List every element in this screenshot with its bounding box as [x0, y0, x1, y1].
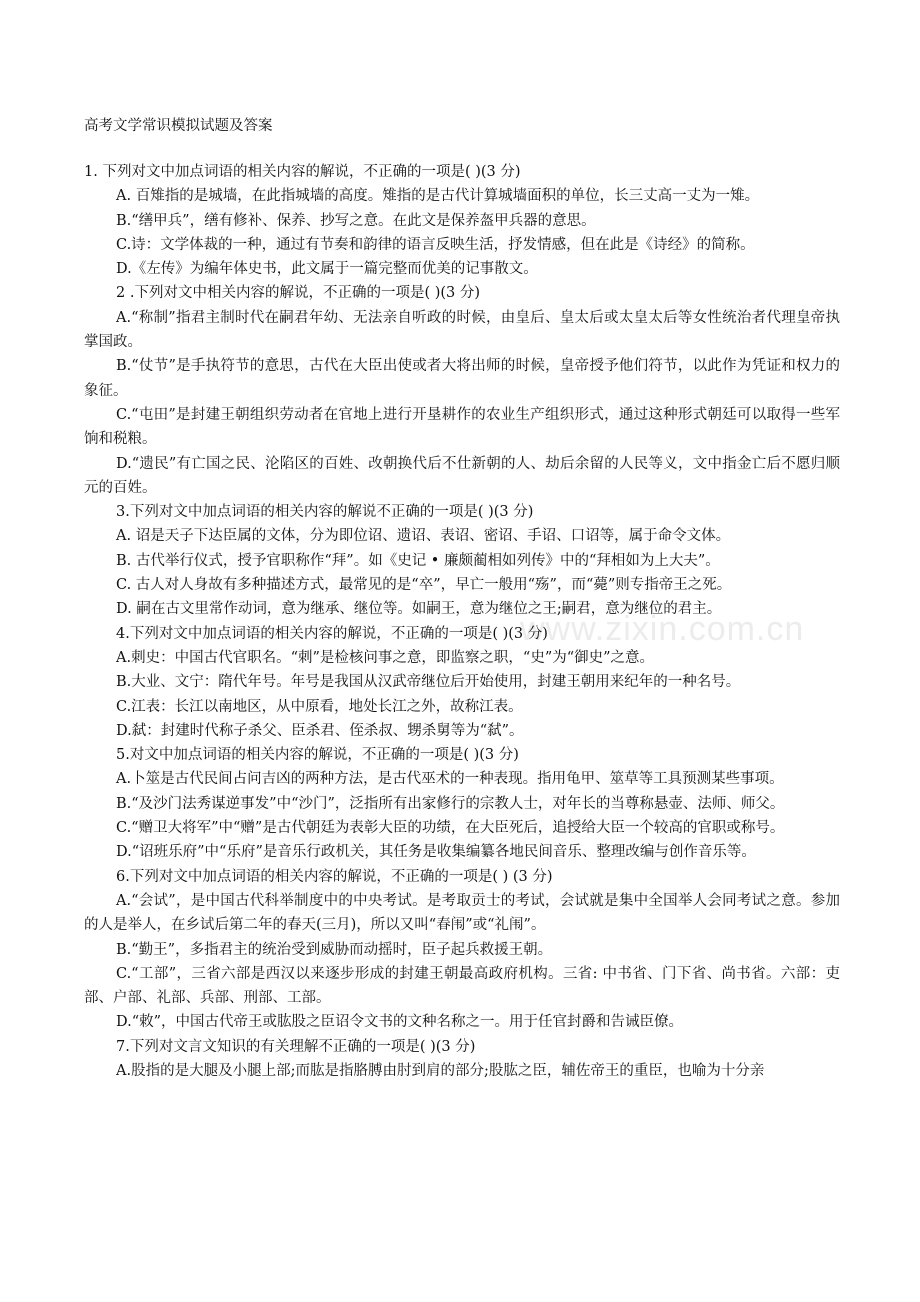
question-6-option-c: C.“工部”，三省六部是西汉以来逐步形成的封建王朝最高政府机构。三省: 中书省、门下省、尚书省。六部：吏部、户部、礼部、兵部、刑部、工部。 — [84, 965, 840, 1007]
question-2-option-d: D.“遗民”有亡国之民、沦陷区的百姓、改朝换代后不仕新朝的人、劫后余留的人民等义，文中指金亡后不愿归顺元的百姓。 — [84, 455, 840, 496]
question-1-stem: 1. 下列对文中加点词语的相关内容的解说，不正确的一项是( )(3 分) — [84, 164, 521, 180]
question-4-stem: 4.下列对文中加点词语的相关内容的解说，不正确的一项是( )(3 分) — [116, 625, 548, 642]
question-2-option-b: B.“仗节”是手执符节的意思，古代在大臣出使或者大将出师的时候，皇帝授予他们符节，以此作为凭证和权力的象征。 — [84, 358, 840, 399]
question-5-option-d: D.“诏班乐府”中“乐府”是音乐行政机关，其任务是收集编纂各地民间音乐、整理改编与创作音乐等。 — [116, 844, 756, 861]
question-4-option-b: B.大业、文宁：隋代年号。年号是我国从汉武帝继位后开始使用，封建王朝用来纪年的一种名号。 — [116, 674, 741, 691]
watermark: www.zixin.com.cn — [520, 610, 805, 648]
question-2-option-c: C.“屯田”是封建王朝组织劳动者在官地上进行开垦耕作的农业生产组织形式，通过这种形式朝廷可以取得一些军饷和税粮。 — [84, 406, 840, 448]
question-6-stem: 6.下列对文中加点词语的相关内容的解说，不正确的一项是( ) (3 分) — [116, 868, 553, 885]
question-1-option-c: C.诗：文学体裁的一种，通过有节奏和韵律的语言反映生活，抒发情感，但在此是《诗经》的简称。 — [116, 236, 755, 253]
question-3-option-a: A. 诏是天子下达臣属的文体，分为即位诏、遗诏、表诏、密诏、手诏、口诏等，属于命令文体。 — [116, 528, 731, 545]
question-3-option-d: D. 嗣在古文里常作动词，意为继承、继位等。如嗣王，意为继位之王;嗣君，意为继位的君主。 — [116, 601, 722, 618]
question-3-stem: 3.下列对文中加点词语的相关内容的解说不正确的一项是( )(3 分) — [116, 504, 534, 521]
question-1-option-a: A. 百雉指的是城墙，在此指城墙的高度。雉指的是古代计算城墙面积的单位，长三丈高一丈为一雉。 — [116, 188, 760, 205]
question-4-option-c: C.江表：长江以南地区，从中原看，地处长江之外，故称江表。 — [116, 698, 523, 715]
question-5-option-c: C.“赠卫大将军”中“赠”是古代朝廷为表彰大臣的功绩，在大臣死后，追授给大臣一个较高的官职或称号。 — [116, 820, 785, 837]
question-1-option-d: D.《左传》为编年体史书，此文属于一篇完整而优美的记事散文。 — [116, 261, 538, 278]
question-7-stem: 7.下列对文言文知识的有关理解不正确的一项是( )(3 分) — [116, 1038, 476, 1055]
question-4-option-a: A.刺史：中国古代官职名。“刺”是检核问事之意，即监察之职，“史”为“御史”之意。 — [116, 649, 655, 666]
question-1-option-b: B.“缮甲兵”，缮有修补、保养、抄写之意。在此文是保养盔甲兵器的意思。 — [116, 212, 596, 229]
question-2-option-a: A.“称制”指君主制时代在嗣君年幼、无法亲自听政的时候，由皇后、皇太后或太皇太后等女性统治者代理皇帝执掌国政。 — [84, 309, 840, 351]
question-5-stem: 5.对文中加点词语的相关内容的解说，不正确的一项是( )(3 分) — [116, 747, 519, 764]
document-body — [84, 160, 840, 1083]
document-title: 高考文学常识模拟试题及答案 — [84, 118, 273, 134]
question-3-option-c: C. 古人对人身故有多种描述方式，最常见的是“卒”，早亡一般用“殇”，而“薨”则专指帝王之死。 — [116, 577, 732, 594]
question-4-option-d: D.弑：封建时代称子杀父、臣杀君、侄杀叔、甥杀舅等为“弑”。 — [116, 722, 524, 739]
question-7-option-a: A.股指的是大腿及小腿上部;而肱是指胳膊由肘到肩的部分;股肱之臣，辅佐帝王的重臣，也喻为十分亲 — [116, 1062, 765, 1079]
question-6-option-a: A.“会试”，是中国古代科举制度中的中央考试。是考取贡士的考试，会试就是集中全国举人会同考试之意。参加的人是举人，在乡试后第二年的春天(三月)，所以又叫“春闱”或“礼闱”。 — [84, 892, 840, 934]
question-6-option-b: B.“勤王”，多指君主的统治受到威胁而动摇时，臣子起兵救援王朝。 — [116, 941, 553, 958]
question-6-option-d: D.“敕”，中国古代帝王或肱股之臣诏令文书的文种名称之一。用于任官封爵和告诫臣僚。 — [116, 1014, 684, 1031]
question-2-stem: 2 .下列对文中相关内容的解说，不正确的一项是( )(3 分) — [116, 285, 481, 302]
question-5-option-a: A.卜筮是古代民间占问吉凶的两种方法，是古代巫术的一种表现。指用龟甲、筮草等工具预测某些事项。 — [116, 771, 784, 788]
question-3-option-b: B. 古代举行仪式，授予官职称作“拜”。如《史记 • 廉颇蔺相如列传》中的“拜相如为上大夫”。 — [116, 552, 720, 569]
question-5-option-b: B.“及沙门法秀谋逆事发”中“沙门”，泛指所有出家修行的宗教人士，对年长的当尊称悬壶、法师、师父。 — [116, 795, 785, 812]
